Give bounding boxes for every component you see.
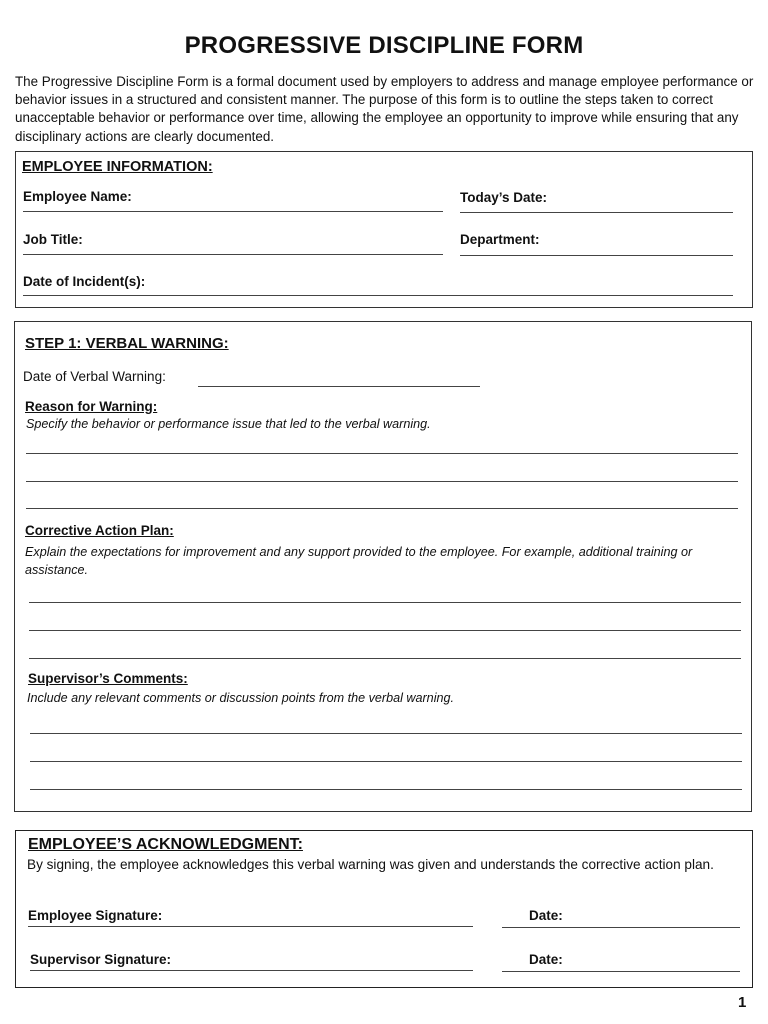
comments-line-3[interactable] (30, 789, 742, 790)
supervisor-comments-hint: Include any relevant comments or discussion points from the verbal warning. (27, 691, 454, 705)
acknowledgment-text: By signing, the employee acknowledges this verbal warning was given and understands the corrective action plan. (27, 857, 714, 872)
supervisor-signature-field[interactable] (30, 970, 473, 971)
employee-date-label: Date: (529, 908, 563, 923)
employee-signature-label: Employee Signature: (28, 908, 163, 923)
supervisor-signature-label: Supervisor Signature: (30, 952, 172, 967)
page-number: 1 (738, 994, 747, 1011)
comments-line-1[interactable] (30, 733, 742, 734)
employee-name-field[interactable] (23, 211, 443, 212)
job-title-label: Job Title: (23, 232, 83, 247)
plan-line-2[interactable] (29, 630, 741, 631)
acknowledgment-heading: EMPLOYEE’S ACKNOWLEDGMENT: (28, 836, 303, 853)
supervisor-date-field[interactable] (502, 971, 740, 972)
employee-name-label: Employee Name: (23, 189, 132, 204)
department-field[interactable] (460, 255, 733, 256)
comments-line-2[interactable] (30, 761, 742, 762)
corrective-plan-hint: Explain the expectations for improvement and any support provided to the employee. For example, additional training or assistance. (25, 545, 693, 577)
date-of-incident-field[interactable] (23, 295, 733, 296)
verbal-warning-heading: STEP 1: VERBAL WARNING: (25, 335, 229, 352)
reason-hint: Specify the behavior or performance issue that led to the verbal warning. (26, 417, 431, 431)
reason-line-1[interactable] (26, 453, 738, 454)
employee-info-heading: EMPLOYEE INFORMATION: (22, 159, 213, 175)
verbal-warning-date-field[interactable] (198, 386, 480, 387)
form-title: PROGRESSIVE DISCIPLINE FORM (184, 32, 584, 59)
todays-date-label: Today’s Date: (460, 190, 548, 205)
plan-line-1[interactable] (29, 602, 741, 603)
verbal-warning-date-label: Date of Verbal Warning: (23, 369, 166, 384)
supervisor-date-label: Date: (529, 952, 563, 967)
job-title-field[interactable] (23, 254, 443, 255)
intro-paragraph: The Progressive Discipline Form is a formal document used by employers to address and manage employee performance or behavior issues in a structured and consistent manner. The purpose of this form is to outline the steps taken to correct unacceptable behavior or performance over time, allowing the employee an opportunity to improve while ensuring that any disciplinary actions are clearly documented. (15, 74, 754, 144)
employee-date-field[interactable] (502, 927, 740, 928)
department-label: Department: (460, 232, 540, 247)
plan-line-3[interactable] (29, 658, 741, 659)
employee-signature-field[interactable] (28, 926, 473, 927)
reason-line-2[interactable] (26, 481, 738, 482)
reason-heading: Reason for Warning: (25, 399, 158, 414)
reason-line-3[interactable] (26, 508, 738, 509)
corrective-plan-heading: Corrective Action Plan: (25, 523, 174, 538)
todays-date-field[interactable] (460, 212, 733, 213)
date-of-incident-label: Date of Incident(s): (23, 274, 146, 289)
supervisor-comments-heading: Supervisor’s Comments: (28, 671, 188, 686)
